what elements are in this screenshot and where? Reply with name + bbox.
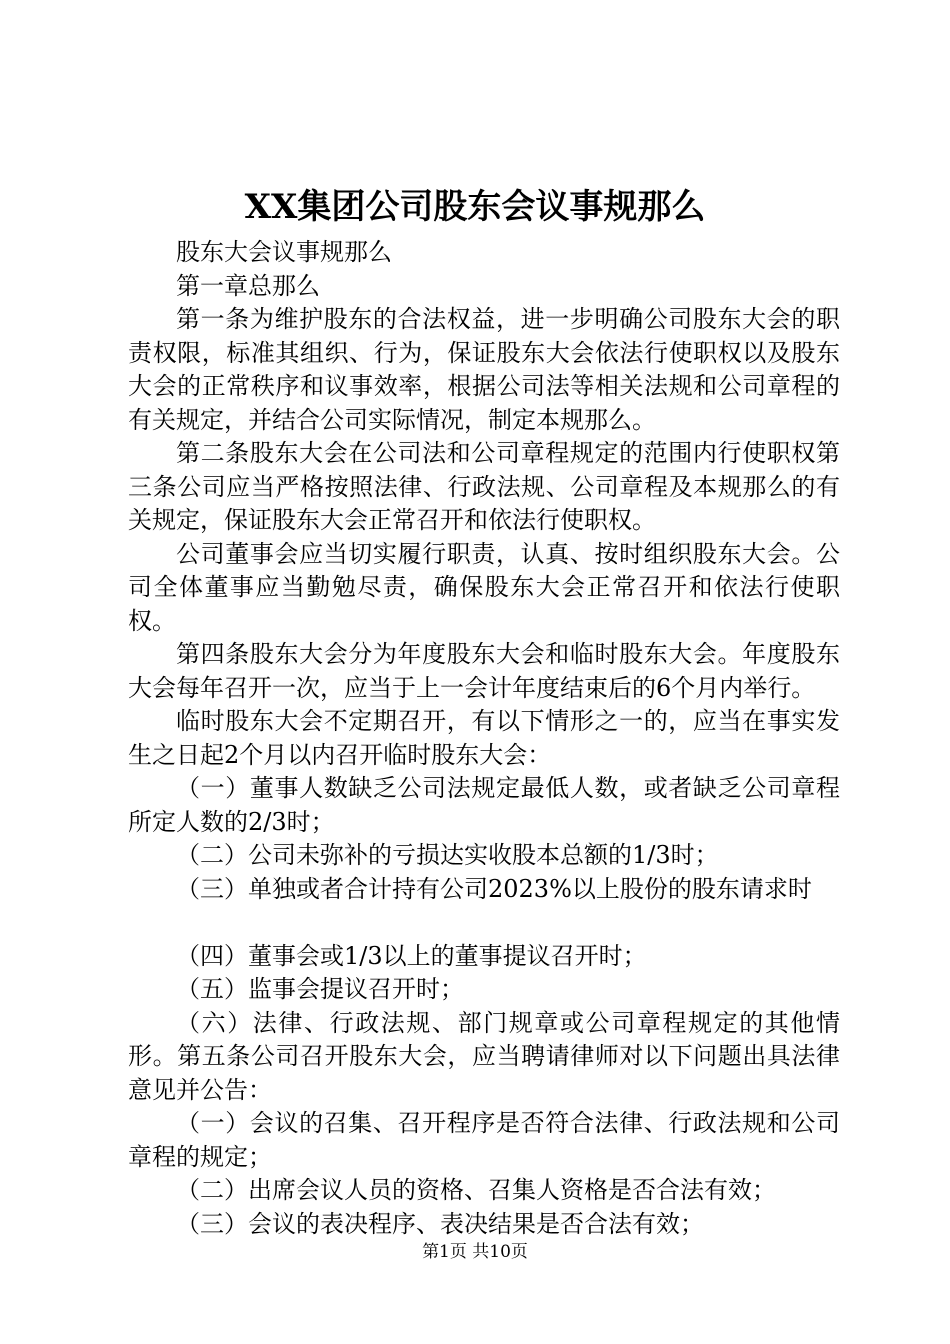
list-item: （三）单独或者合计持有公司2023%以上股份的股东请求时 xyxy=(176,874,812,903)
paragraph: 第二条股东大会在公司法和公司章程规定的范围内行使职权第三条公司应当严格按照法律、行政法规、公司章程及本规那么的有关规定，保证股东大会正常召开和依法行使职权。 xyxy=(128,439,840,534)
list-item: （四）董事会或1/3以上的董事提议召开时； xyxy=(176,941,647,970)
list-item: （六）法律、行政法规、部门规章或公司章程规定的其他情形。第五条公司召开股东大会，应当聘请律师对以下问题出具法律意见并公告： xyxy=(128,1008,840,1104)
paragraph: 第一条为维护股东的合法权益，进一步明确公司股东大会的职责权限，标准其组织、行为，保证股东大会依法行使职权以及股东大会的正常秩序和议事效率，根据公司法等相关法规和公司章程的有关规定，并结合公司实际情况，制定本规那么。 xyxy=(128,305,840,434)
blank-line xyxy=(128,906,840,940)
page-total: 共10页 xyxy=(472,1242,528,1262)
list-item: （一）董事人数缺乏公司法规定最低人数，或者缺乏公司章程所定人数的2/3时； xyxy=(128,774,840,836)
paragraph: 公司董事会应当切实履行职责，认真、按时组织股东大会。公司全体董事应当勤勉尽责，确保股东大会正常召开和依法行使职权。 xyxy=(128,539,840,635)
list-item: （二）公司未弥补的亏损达实收股本总额的1/3时； xyxy=(176,841,719,869)
document-title: XX集团公司股东会议事规那么 xyxy=(244,187,706,227)
list-item: （二）出席会议人员的资格、召集人资格是否合法有效； xyxy=(176,1176,776,1204)
paragraph: 第四条股东大会分为年度股东大会和临时股东大会。年度股东大会每年召开一次，应当于上一会计年度结束后的6个月内举行。 xyxy=(128,640,840,702)
document-body xyxy=(128,236,840,1241)
chapter-heading: 第一章总那么 xyxy=(176,271,320,300)
paragraph: 股东大会议事规那么 xyxy=(176,238,392,266)
page-footer xyxy=(0,1240,950,1264)
list-item: （五）监事会提议召开时； xyxy=(176,975,464,1003)
list-item: （一）会议的召集、召开程序是否符合法律、行政法规和公司章程的规定； xyxy=(128,1109,840,1171)
list-item: （三）会议的表决程序、表决结果是否合法有效； xyxy=(176,1209,704,1238)
paragraph: 临时股东大会不定期召开，有以下情形之一的，应当在事实发生之日起2个月以内召开临时股东大会： xyxy=(128,707,840,769)
page-number: 第1页 xyxy=(422,1242,467,1262)
